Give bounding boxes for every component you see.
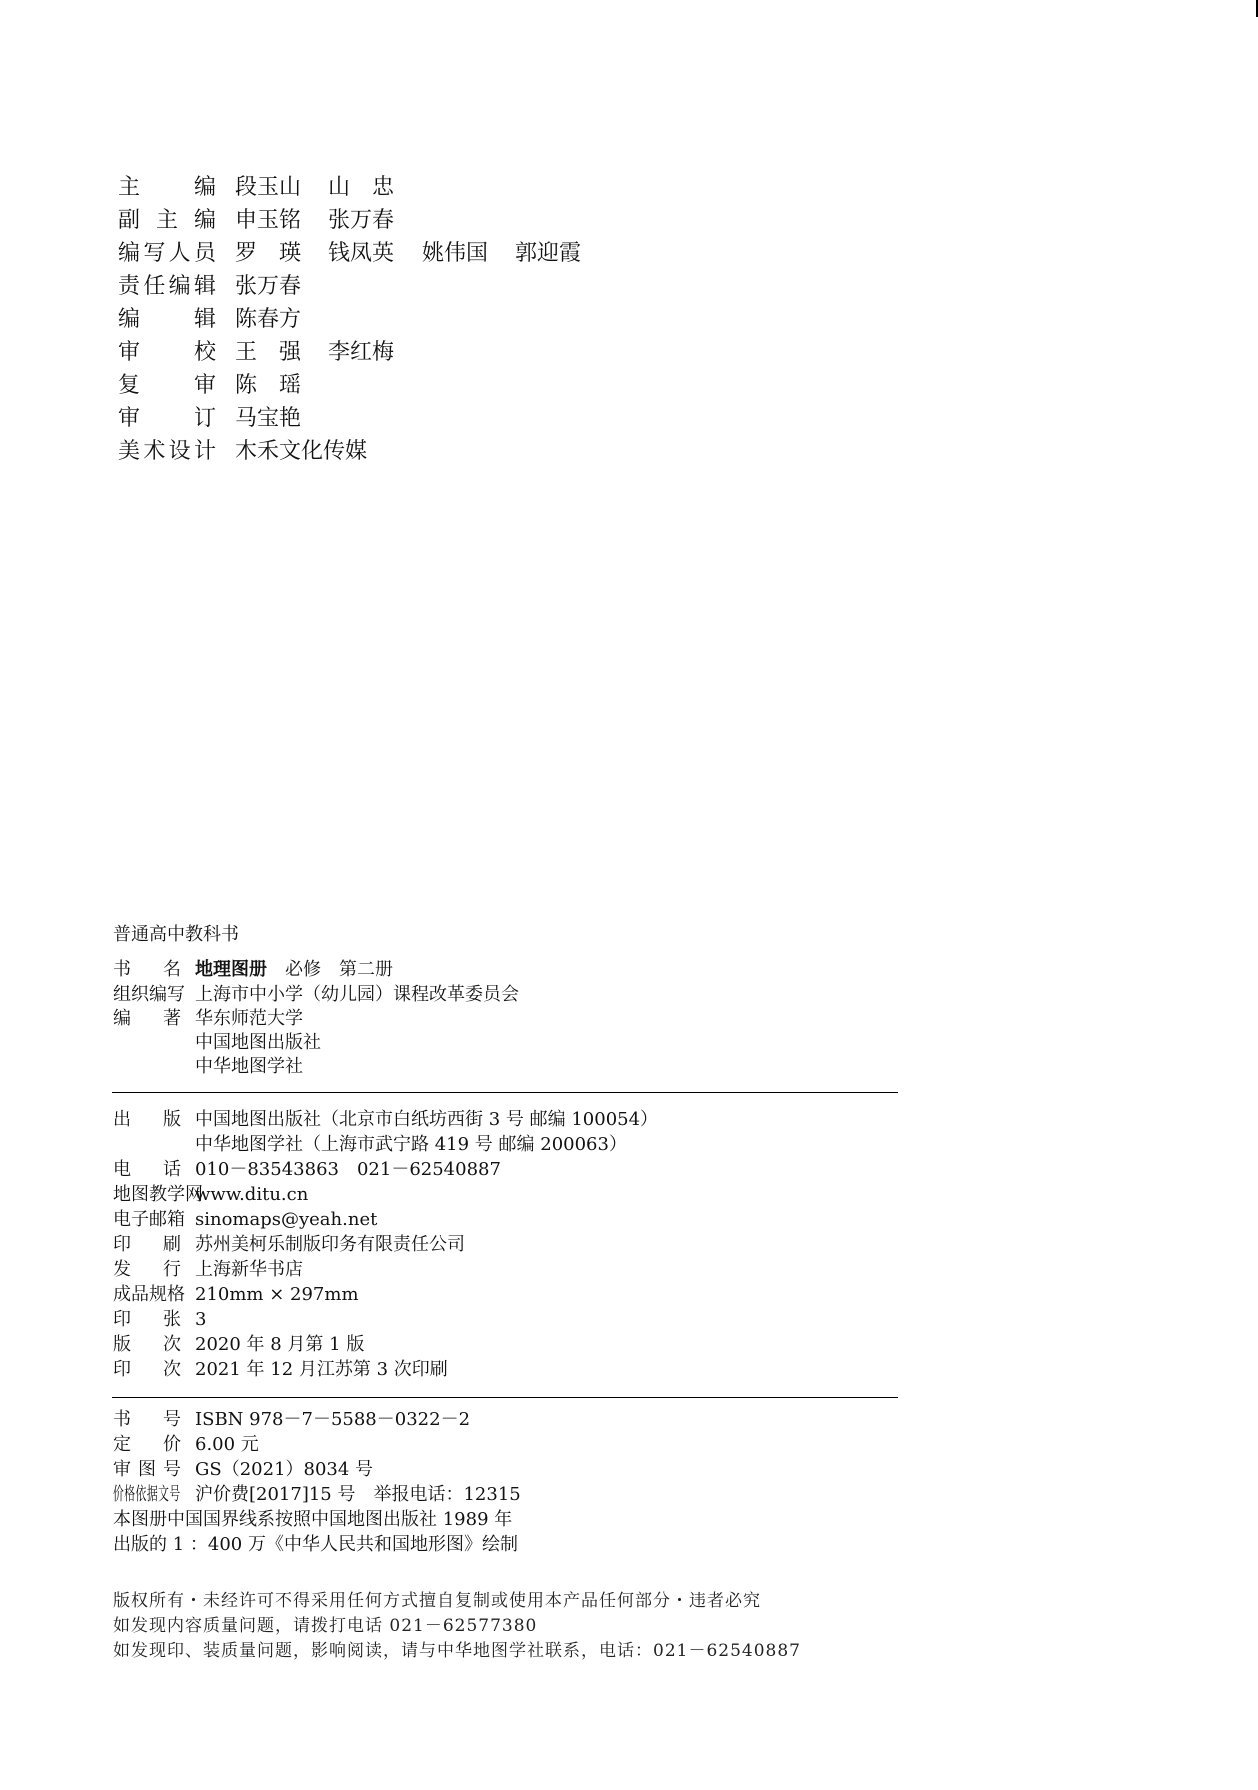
imprint-row [113,1334,365,1355]
credit-row [118,307,302,332]
divider [112,1397,898,1398]
credit-name: 山忠 [328,175,394,200]
publisher-value: 中国地图出版社（北京市白纸坊西街 3 号 邮编 100054） [195,1109,659,1130]
author: 中华地图学社 [195,1056,303,1077]
credit-row [118,241,582,266]
imprint-row [113,1234,465,1255]
imprint-value: 2020 年 8 月第 1 版 [195,1334,365,1355]
credit-name: 马宝艳 [235,406,302,431]
credit-label: 编写人员 [118,241,216,266]
imprint-label: 印次 [113,1359,181,1380]
credit-name: 陈瑶 [235,373,301,398]
imprint-row [113,1284,359,1305]
boundary-note: 出版的 1 ：400 万《中华人民共和国地形图》绘制 [113,1534,518,1555]
imprint-value: 010－83543863 021－62540887 [195,1159,501,1180]
credit-name: 郭迎霞 [515,241,582,266]
divider [112,1092,898,1093]
catalog-value: GS（2021）8034 号 [195,1459,374,1480]
catalog-value: ISBN 978－7－5588－0322－2 [195,1409,471,1430]
imprint-value: 210mm × 297mm [195,1284,359,1305]
credit-name: 姚伟国 [422,241,489,266]
author: 华东师范大学 [195,1008,303,1029]
boundary-note: 本图册中国国界线系按照中国地图出版社 1989 年 [113,1509,513,1530]
credit-row [118,406,302,431]
catalog-row [113,1484,521,1505]
series-title: 普通高中教科书 [113,924,239,945]
imprint-value: 上海新华书店 [195,1259,303,1280]
credit-label: 责任编辑 [118,274,216,299]
catalog-label: 价格依据文号 [113,1484,181,1505]
organizer-row [113,984,519,1005]
credit-name: 陈春方 [235,307,302,332]
imprint-row [113,1359,448,1380]
catalog-row [113,1409,471,1430]
authors-label: 编著 [113,1008,181,1029]
print-quality-notice: 如发现印、装质量问题，影响阅读，请与中华地图学社联系，电话：021－62540887 [113,1641,801,1661]
credit-name: 段玉山 [235,175,302,200]
credit-label: 审校 [118,340,216,365]
credit-name: 张万春 [235,274,302,299]
credit-label: 审订 [118,406,216,431]
imprint-label: 印刷 [113,1234,181,1255]
credit-label: 主编 [118,175,216,200]
imprint-row [113,1159,501,1180]
credit-label: 副主编 [118,208,216,233]
imprint-label: 电子邮箱 [113,1209,185,1230]
authors-row [113,1008,303,1029]
imprint-row [113,1309,207,1330]
catalog-row [113,1459,374,1480]
credit-label: 复审 [118,373,216,398]
imprint-value: sinomaps@yeah.net [195,1209,378,1230]
imprint-label: 电话 [113,1159,181,1180]
catalog-value: 6.00 元 [195,1434,259,1455]
credit-name: 钱凤英 [328,241,395,266]
credit-row [118,439,368,464]
publisher-label: 出版 [113,1109,181,1130]
imprint-value: www.ditu.cn [195,1184,309,1205]
imprint-value: 3 [195,1309,207,1330]
catalog-row [113,1434,259,1455]
imprint-value: 2021 年 12 月江苏第 3 次印刷 [195,1359,448,1380]
catalog-label: 审图号 [113,1459,181,1480]
credit-name: 张万春 [328,208,395,233]
credit-name: 木禾文化传媒 [235,439,368,464]
author: 中国地图出版社 [195,1032,321,1053]
credit-row [118,208,395,233]
imprint-value: 苏州美柯乐制版印务有限责任公司 [195,1234,465,1255]
credit-row [118,340,395,365]
book-title-label: 书名 [113,959,181,980]
book-subtitle: 必修 第二册 [285,959,393,980]
quality-notice: 如发现内容质量问题，请拨打电话 021－62577380 [113,1616,538,1636]
credit-name: 罗瑛 [235,241,301,266]
imprint-label: 成品规格 [113,1284,185,1305]
imprint-label: 印张 [113,1309,181,1330]
credit-row [118,175,394,200]
catalog-label: 定价 [113,1434,181,1455]
credit-name: 王强 [235,340,301,365]
credit-label: 美术设计 [118,439,216,464]
catalog-value: 沪价费[2017]15 号 举报电话：12315 [195,1484,521,1505]
imprint-label: 版次 [113,1334,181,1355]
publisher-value: 中华地图学社（上海市武宁路 419 号 邮编 200063） [195,1134,627,1155]
imprint-row [113,1184,309,1205]
credit-name: 申玉铭 [235,208,302,233]
organizer-label: 组织编写 [113,984,185,1005]
credit-name: 李红梅 [328,340,395,365]
book-title-row [113,959,393,980]
credit-row [118,373,301,398]
imprint-label: 地图教学网 [113,1184,203,1205]
imprint-row [113,1259,303,1280]
credit-row [118,274,302,299]
publisher-row [113,1109,659,1130]
organizer-value: 上海市中小学（幼儿园）课程改革委员会 [195,984,519,1005]
catalog-label: 书号 [113,1409,181,1430]
imprint-label: 发行 [113,1259,181,1280]
book-title: 地理图册 [195,959,267,980]
credit-label: 编辑 [118,307,216,332]
imprint-row [113,1209,378,1230]
copyright-notice: 版权所有・未经许可不得采用任何方式擅自复制或使用本产品任何部分・违者必究 [113,1591,761,1611]
